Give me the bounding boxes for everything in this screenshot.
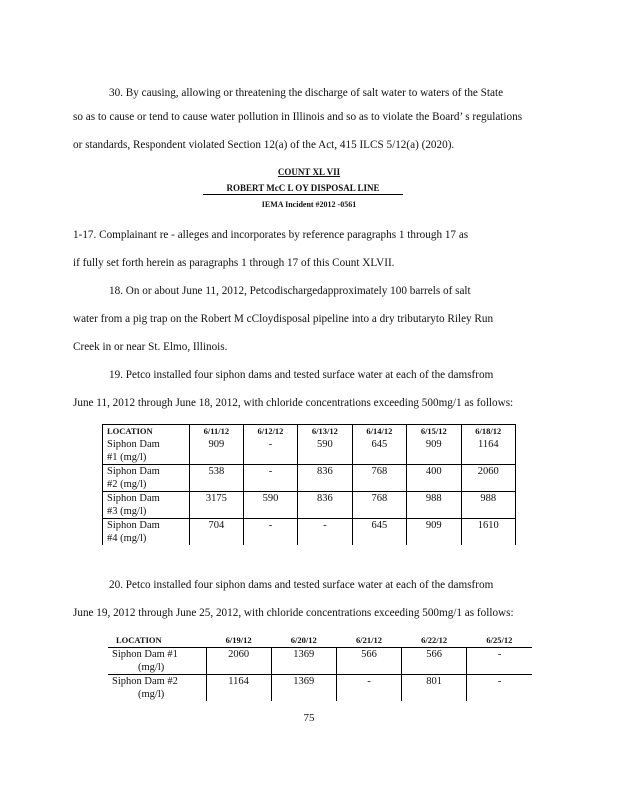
table-cell: -: [298, 519, 352, 546]
table-header-row: [108, 634, 532, 648]
table-header-date: 6/13/12: [298, 425, 352, 439]
table-cell: 3175: [190, 492, 244, 519]
para30-line1: 30. By causing, allowing or threatening the discharge of salt water to waters of the State: [109, 87, 504, 99]
para20-line1: 20. Petco installed four siphon dams and tested surface water at each of the damsfrom: [109, 579, 494, 591]
count-heading: COUNT XL VII: [277, 167, 341, 177]
table-cell: 1369: [271, 648, 336, 675]
table-cell: -: [467, 648, 532, 675]
para19-line1: 19. Petco installed four siphon dams and tested surface water at each of the damsfrom: [109, 369, 494, 381]
table-cell: 768: [352, 492, 406, 519]
table-row: [103, 438, 516, 465]
para30-line3: or standards, Respondent violated Section 12(a) of the Act, 415 ILCS 5/12(a) (2020).: [73, 139, 455, 151]
table-header-date: 6/12/12: [243, 425, 297, 439]
table-cell: 909: [407, 438, 461, 465]
para1-17-line2: if fully set forth herein as paragraphs 1 through 17 of this Count XLVII.: [73, 257, 395, 269]
table-cell: 1369: [271, 675, 336, 702]
table-cell-location: Siphon Dam #4 (mg/l): [103, 519, 190, 546]
count-subheading: ROBERT McC L OY DISPOSAL LINE: [203, 183, 403, 195]
table-cell: 2060: [461, 465, 515, 492]
para19-line2: June 11, 2012 through June 18, 2012, with chloride concentrations exceeding 500mg/1 as follows:: [73, 397, 514, 409]
chloride-table-june19-25: [108, 634, 532, 701]
table-header-date: 6/22/12: [402, 634, 467, 648]
table-cell: 1164: [461, 438, 515, 465]
table-cell: 566: [336, 648, 401, 675]
para18-line2: water from a pig trap on the Robert M cCloydisposal pipeline into a dry tributaryto Riley Run: [73, 313, 494, 325]
table-cell-location: Siphon Dam #2 (mg/l): [112, 676, 178, 700]
table-cell: 2060: [206, 648, 271, 675]
page-number: 75: [303, 712, 315, 724]
table-header-date: 6/11/12: [190, 425, 244, 439]
table-cell: 836: [298, 465, 352, 492]
para18-line1: 18. On or about June 11, 2012, Petcodischargedapproximately 100 barrels of salt: [109, 285, 471, 297]
table-header-date: 6/20/12: [271, 634, 336, 648]
table-cell: -: [467, 675, 532, 702]
table-cell-location: Siphon Dam #3 (mg/l): [103, 492, 190, 519]
table-row: [108, 675, 532, 702]
table-cell-location: Siphon Dam #1 (mg/l): [103, 438, 190, 465]
table-cell: -: [243, 465, 297, 492]
table-cell: 1164: [206, 675, 271, 702]
table-header-date: 6/15/12: [407, 425, 461, 439]
table-row: [108, 648, 532, 675]
table-header-date: 6/14/12: [352, 425, 406, 439]
table-row: [103, 519, 516, 546]
table-header-date: 6/18/12: [461, 425, 515, 439]
table-cell: 538: [190, 465, 244, 492]
table-header-date: 6/19/12: [206, 634, 271, 648]
table-cell: 801: [402, 675, 467, 702]
table-row: [103, 492, 516, 519]
table-cell: 988: [461, 492, 515, 519]
table-cell: -: [243, 519, 297, 546]
incident-number: IEMA Incident #2012 -0561: [261, 200, 357, 209]
table-cell: 1610: [461, 519, 515, 546]
table-header-location: LOCATION: [108, 634, 206, 648]
table-cell: 836: [298, 492, 352, 519]
table-cell: 566: [402, 648, 467, 675]
chloride-table-june11-18: [102, 424, 516, 545]
table-cell: 400: [407, 465, 461, 492]
table-cell: 645: [352, 438, 406, 465]
table-cell: 909: [407, 519, 461, 546]
para20-line2: June 19, 2012 through June 25, 2012, with chloride concentrations exceeding 500mg/1 as follows:: [73, 607, 514, 619]
table-cell: -: [336, 675, 401, 702]
para30-line2: so as to cause or tend to cause water pollution in Illinois and so as to violate the Board’ s regulations: [73, 111, 523, 123]
para18-line3: Creek in or near St. Elmo, Illinois.: [73, 341, 228, 353]
para1-17-line1: 1-17. Complainant re - alleges and incorporates by reference paragraphs 1 through 17 as: [73, 229, 469, 241]
table-cell-location: Siphon Dam #1 (mg/l): [108, 648, 206, 675]
table-row: [103, 465, 516, 492]
table-header-date: 6/21/12: [336, 634, 401, 648]
table-cell: 590: [243, 492, 297, 519]
table-header-date: 6/25/12: [467, 634, 532, 648]
table-header-row: [103, 425, 516, 439]
table-cell: 590: [298, 438, 352, 465]
table-cell: 768: [352, 465, 406, 492]
table-cell: 988: [407, 492, 461, 519]
table-cell-location: Siphon Dam #2 (mg/l): [103, 465, 190, 492]
table-cell: -: [243, 438, 297, 465]
table-header-location: LOCATION: [103, 425, 190, 439]
table-cell: 645: [352, 519, 406, 546]
table-cell: 704: [190, 519, 244, 546]
table-cell: 909: [190, 438, 244, 465]
